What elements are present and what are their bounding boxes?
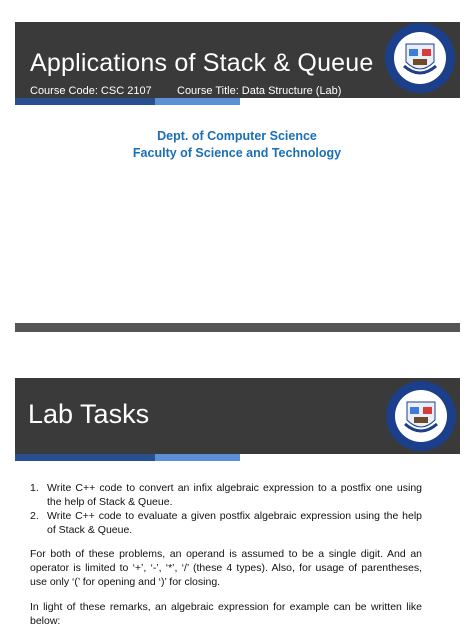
task-text: Write C++ code to convert an infix algebraic expression to a postfix one using the help of Stack & Queue. — [47, 482, 422, 508]
course-code: Course Code: CSC 2107 — [30, 85, 152, 97]
dept-line2: Faculty of Science and Technology — [132, 146, 342, 160]
paragraph-example: In light of these remarks, an algebraic expression for example can be written like below: — [30, 601, 422, 627]
accent-bar-dark — [15, 98, 155, 105]
slide2-title: Lab Tasks — [28, 399, 150, 429]
university-logo — [384, 22, 456, 94]
course-title: Course Title: Data Structure (Lab) — [177, 85, 342, 97]
paragraph-operands: For both of these problems, an operand is assumed to be a single digit. And an operator is limited to ‘+’, ‘-’, ‘*’, ‘/’ (these 4 types). Also, for usage of parentheses, use only ‘(’ for opening and ‘)’ for closing. — [30, 548, 422, 588]
accent-bar-light-2 — [155, 454, 240, 461]
accent-bar-light — [155, 98, 240, 105]
slide1-title: Applications of Stack & Queue — [30, 49, 374, 77]
task-number: 1. — [30, 482, 39, 494]
task-text: Write C++ code to evaluate a given postfix algebraic expression using the help of Stack & Queue. — [47, 510, 422, 536]
task-number: 2. — [30, 510, 39, 522]
slide-divider — [15, 323, 460, 332]
dept-line1: Dept. of Computer Science — [157, 129, 317, 143]
accent-bar-dark-2 — [15, 454, 155, 461]
university-logo-2 — [385, 380, 457, 452]
